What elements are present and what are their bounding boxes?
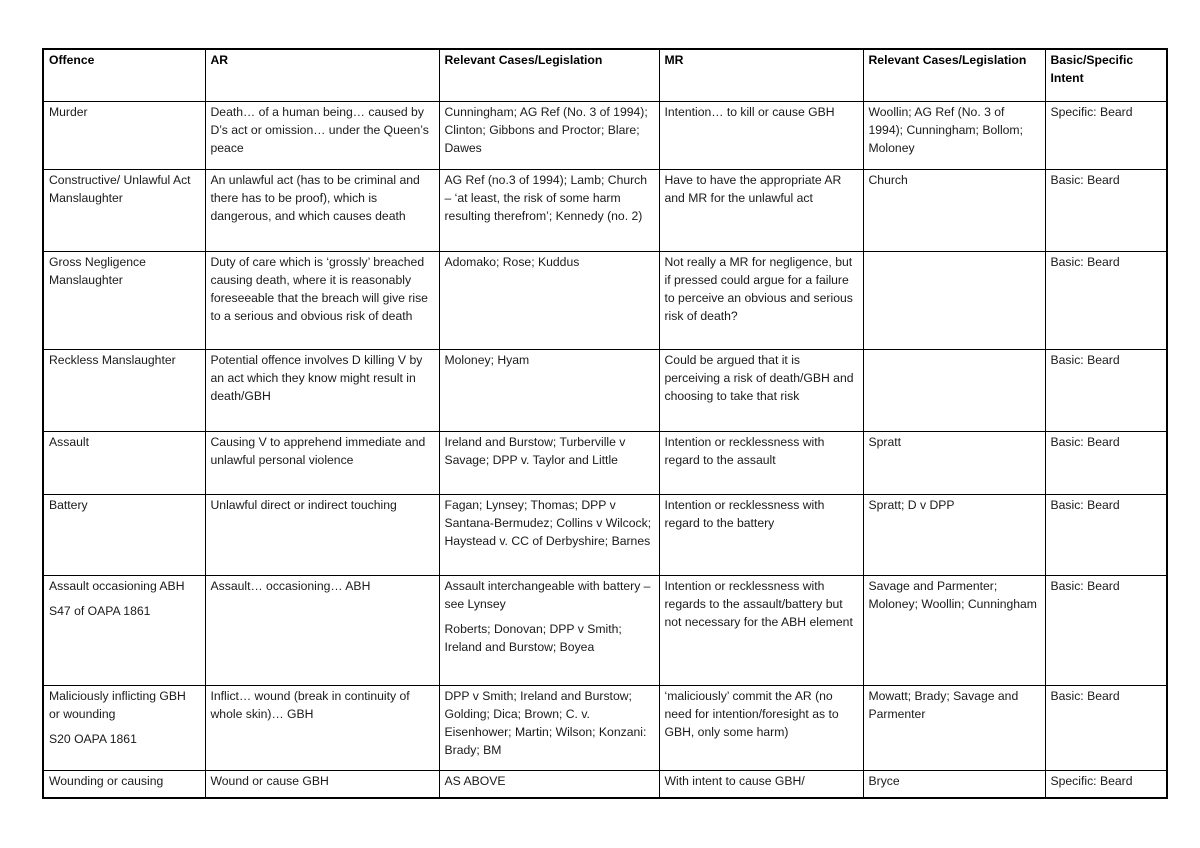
cell-ar: An unlawful act (has to be criminal and there has to be proof), which is dangerous, and which causes death [205, 169, 439, 251]
cell-intent: Basic: Beard [1045, 685, 1167, 770]
ar-cases-extra: Roberts; Donovan; DPP v Smith; Ireland and Burstow; Boyea [444, 621, 622, 654]
header-ar-cases: Relevant Cases/Legislation [439, 49, 659, 101]
cell-ar-cases: Ireland and Burstow; Turberville v Savage; DPP v. Taylor and Little [439, 431, 659, 494]
cell-ar: Death… of a human being… caused by D’s act or omission… under the Queen’s peace [205, 101, 439, 169]
cell-mr-cases: Woollin; AG Ref (No. 3 of 1994); Cunningham; Bollom; Moloney [863, 101, 1045, 169]
cell-offence: Murder [43, 101, 205, 169]
cell-mr-cases: Savage and Parmenter; Moloney; Woollin; Cunningham [863, 575, 1045, 685]
cell-intent: Basic: Beard [1045, 494, 1167, 575]
cell-ar: Unlawful direct or indirect touching [205, 494, 439, 575]
cell-ar: Causing V to apprehend immediate and unlawful personal violence [205, 431, 439, 494]
offence-statute: S20 OAPA 1861 [49, 731, 137, 746]
cell-intent: Basic: Beard [1045, 169, 1167, 251]
cell-ar: Assault… occasioning… ABH [205, 575, 439, 685]
cell-intent: Basic: Beard [1045, 349, 1167, 431]
cell-ar-cases: Cunningham; AG Ref (No. 3 of 1994); Clinton; Gibbons and Proctor; Blare; Dawes [439, 101, 659, 169]
cell-intent: Specific: Beard [1045, 770, 1167, 798]
cell-offence: Gross Negligence Manslaughter [43, 251, 205, 349]
table-row [43, 169, 1167, 251]
offences-table [42, 48, 1168, 799]
cell-mr-cases: Church [863, 169, 1045, 251]
offence-title: Assault occasioning ABH [49, 578, 185, 593]
table-row [43, 431, 1167, 494]
cell-mr: ‘maliciously’ commit the AR (no need for intention/foresight as to GBH, only some harm) [659, 685, 863, 770]
cell-mr-cases [863, 251, 1045, 349]
offence-title: Maliciously inflicting GBH or wounding [49, 688, 186, 721]
header-ar: AR [205, 49, 439, 101]
cell-mr: Intention… to kill or cause GBH [659, 101, 863, 169]
cell-mr-cases: Spratt; D v DPP [863, 494, 1045, 575]
cell-ar: Duty of care which is ‘grossly’ breached causing death, where it is reasonably foreseeable that the breach will give rise to a serious and obvious risk of death [205, 251, 439, 349]
cell-ar-cases: Adomako; Rose; Kuddus [439, 251, 659, 349]
cell-ar-cases: Fagan; Lynsey; Thomas; DPP v Santana-Bermudez; Collins v Wilcock; Haystead v. CC of Derbyshire; Barnes [439, 494, 659, 575]
header-row [43, 49, 1167, 101]
cell-ar-cases: Moloney; Hyam [439, 349, 659, 431]
table-row [43, 685, 1167, 770]
cell-mr: Intention or recklessness with regards to the assault/battery but not necessary for the ABH element [659, 575, 863, 685]
cell-offence: Constructive/ Unlawful Act Manslaughter [43, 169, 205, 251]
cell-offence: Battery [43, 494, 205, 575]
header-offence: Offence [43, 49, 205, 101]
cell-ar-cases: AG Ref (no.3 of 1994); Lamb; Church – ‘at least, the risk of some harm resulting therefrom’; Kennedy (no. 2) [439, 169, 659, 251]
cell-mr: Intention or recklessness with regard to the battery [659, 494, 863, 575]
cell-mr-cases [863, 349, 1045, 431]
cell-offence: Wounding or causing [43, 770, 205, 798]
cell-ar-cases: DPP v Smith; Ireland and Burstow; Golding; Dica; Brown; C. v. Eisenhower; Martin; Wilson; Konzani: Brady; BM [439, 685, 659, 770]
table-row [43, 251, 1167, 349]
table-row [43, 575, 1167, 685]
cell-offence: Reckless Manslaughter [43, 349, 205, 431]
cell-mr: With intent to cause GBH/ [659, 770, 863, 798]
cell-mr-cases: Spratt [863, 431, 1045, 494]
cell-ar: Inflict… wound (break in continuity of whole skin)… GBH [205, 685, 439, 770]
table-row [43, 349, 1167, 431]
table-row [43, 770, 1167, 798]
cell-mr: Not really a MR for negligence, but if pressed could argue for a failure to perceive an obvious and serious risk of death? [659, 251, 863, 349]
cell-mr: Intention or recklessness with regard to the assault [659, 431, 863, 494]
header-intent: Basic/Specific Intent [1045, 49, 1167, 101]
table-row [43, 101, 1167, 169]
cell-offence [43, 575, 205, 685]
cell-intent: Specific: Beard [1045, 101, 1167, 169]
offence-statute: S47 of OAPA 1861 [49, 603, 151, 618]
cell-intent: Basic: Beard [1045, 575, 1167, 685]
header-mr: MR [659, 49, 863, 101]
table-row [43, 494, 1167, 575]
cell-mr-cases: Mowatt; Brady; Savage and Parmenter [863, 685, 1045, 770]
cell-ar-cases: AS ABOVE [439, 770, 659, 798]
cell-mr: Have to have the appropriate AR and MR for the unlawful act [659, 169, 863, 251]
cell-intent: Basic: Beard [1045, 251, 1167, 349]
ar-cases-main: Assault interchangeable with battery – see Lynsey [444, 578, 651, 611]
cell-ar: Wound or cause GBH [205, 770, 439, 798]
cell-ar: Potential offence involves D killing V by an act which they know might result in death/GBH [205, 349, 439, 431]
cell-ar-cases [439, 575, 659, 685]
header-mr-cases: Relevant Cases/Legislation [863, 49, 1045, 101]
cell-intent: Basic: Beard [1045, 431, 1167, 494]
cell-offence [43, 685, 205, 770]
cell-mr-cases: Bryce [863, 770, 1045, 798]
cell-mr: Could be argued that it is perceiving a risk of death/GBH and choosing to take that risk [659, 349, 863, 431]
cell-offence: Assault [43, 431, 205, 494]
